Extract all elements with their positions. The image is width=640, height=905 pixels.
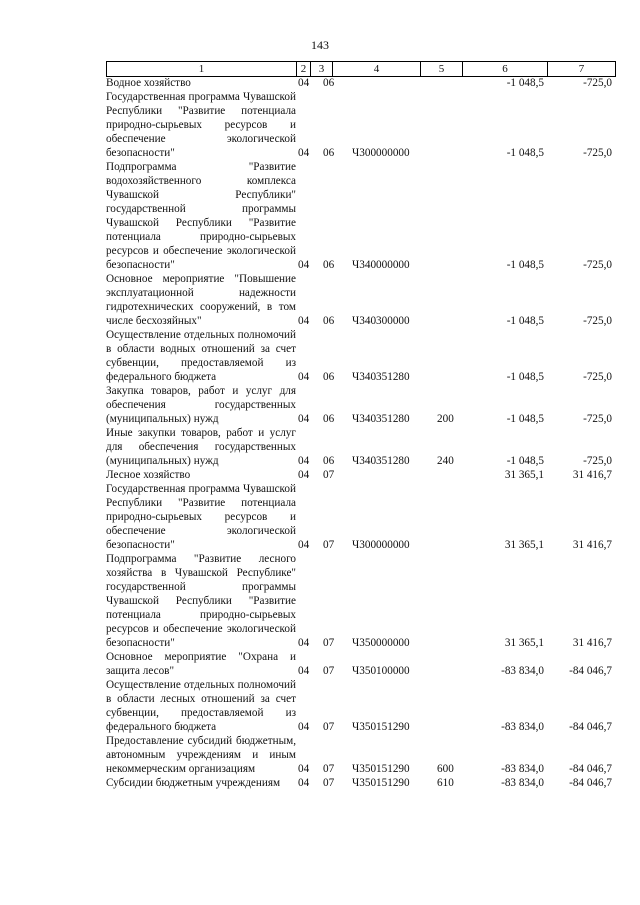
row-name: Государственная программа Чувашской Республики "Развитие потенциала природно-сырьевых ресурсов и обеспечение экологической безопасности" xyxy=(106,91,296,159)
row-value-year1: -1 048,5 xyxy=(506,371,544,383)
row-target-code: Ч350151290 xyxy=(352,763,410,775)
row-value-year1: -1 048,5 xyxy=(506,259,544,271)
row-name: Осуществление отдельных полномочий в области лесных отношений за счет субвенции, предоставляемой из федерального бюджета xyxy=(106,679,296,733)
row-target-code: Ч340000000 xyxy=(352,259,410,271)
row-subsection: 06 xyxy=(323,315,335,327)
row-subsection: 07 xyxy=(323,777,335,789)
table-row xyxy=(106,552,614,650)
row-target-code: Ч340351280 xyxy=(352,371,410,383)
row-value-year2: -84 046,7 xyxy=(569,777,612,789)
row-section: 04 xyxy=(298,147,310,159)
row-target-code: Ч300000000 xyxy=(352,539,410,551)
table-row xyxy=(106,76,614,90)
row-value-year2: -84 046,7 xyxy=(569,763,612,775)
row-value-year2: 31 416,7 xyxy=(572,469,612,481)
table-row xyxy=(106,160,614,272)
row-name: Основное мероприятие "Охрана и защита лесов" xyxy=(106,651,296,677)
row-section: 04 xyxy=(298,763,310,775)
row-expense-type: 600 xyxy=(437,763,454,775)
table-row xyxy=(106,650,614,678)
row-section: 04 xyxy=(298,637,310,649)
row-subsection: 06 xyxy=(323,413,335,425)
row-name: Подпрограмма "Развитие лесного хозяйства в Чувашской Республике" государственной программы Чувашской Республики "Развитие потенциала природно-сырьевых ресурсов и обеспечение экологической безопасности" xyxy=(106,553,296,649)
row-value-year1: -1 048,5 xyxy=(506,413,544,425)
row-value-year2: -84 046,7 xyxy=(569,665,612,677)
row-section: 04 xyxy=(298,721,310,733)
row-name: Основное мероприятие "Повышение эксплуатационной надежности гидротехнических сооружений, в том числе бесхозяйных" xyxy=(106,273,296,327)
row-subsection: 06 xyxy=(323,371,335,383)
row-name: Водное хозяйство xyxy=(106,77,191,89)
header-col-6: 6 xyxy=(463,62,548,76)
row-target-code: Ч350151290 xyxy=(352,721,410,733)
row-target-code: Ч350100000 xyxy=(352,665,410,677)
row-target-code: Ч350151290 xyxy=(352,777,410,789)
table-row xyxy=(106,272,614,328)
row-value-year2: 31 416,7 xyxy=(572,637,612,649)
row-value-year1: -1 048,5 xyxy=(506,315,544,327)
row-value-year2: -84 046,7 xyxy=(569,721,612,733)
table-header xyxy=(106,61,616,77)
row-value-year1: 31 365,1 xyxy=(504,539,544,551)
header-col-1: 1 xyxy=(107,62,297,76)
row-section: 04 xyxy=(298,77,310,89)
row-name: Предоставление субсидий бюджетным, автономным учреждениям и иным некоммерческим организациям xyxy=(106,735,296,775)
row-name: Закупка товаров, работ и услуг для обеспечения государственных (муниципальных) нужд xyxy=(106,385,296,425)
row-value-year2: 31 416,7 xyxy=(572,539,612,551)
row-subsection: 07 xyxy=(323,721,335,733)
row-subsection: 06 xyxy=(323,77,335,89)
row-expense-type: 240 xyxy=(437,455,454,467)
row-subsection: 07 xyxy=(323,539,335,551)
row-subsection: 07 xyxy=(323,665,335,677)
row-name: Подпрограмма "Развитие водохозяйственного комплекса Чувашской Республики" государственной программы Чувашской Республики "Развитие потенциала природно-сырьевых ресурсов и обеспечение экологической безопасности" xyxy=(106,161,296,271)
row-value-year2: -725,0 xyxy=(583,259,612,271)
table-row xyxy=(106,426,614,468)
row-value-year1: 31 365,1 xyxy=(504,637,544,649)
row-value-year2: -725,0 xyxy=(583,413,612,425)
row-section: 04 xyxy=(298,259,310,271)
row-subsection: 07 xyxy=(323,763,335,775)
row-value-year1: -83 834,0 xyxy=(501,665,544,677)
header-col-3: 3 xyxy=(311,62,333,76)
row-value-year2: -725,0 xyxy=(583,77,612,89)
row-subsection: 07 xyxy=(323,469,335,481)
row-value-year1: 31 365,1 xyxy=(504,469,544,481)
row-value-year2: -725,0 xyxy=(583,147,612,159)
row-subsection: 07 xyxy=(323,637,335,649)
row-subsection: 06 xyxy=(323,259,335,271)
row-section: 04 xyxy=(298,777,310,789)
row-value-year1: -1 048,5 xyxy=(506,147,544,159)
table-row xyxy=(106,468,614,482)
page-number: 143 xyxy=(311,38,329,52)
table-row xyxy=(106,678,614,734)
row-section: 04 xyxy=(298,539,310,551)
row-section: 04 xyxy=(298,469,310,481)
row-target-code: Ч340351280 xyxy=(352,455,410,467)
row-section: 04 xyxy=(298,455,310,467)
row-section: 04 xyxy=(298,413,310,425)
table-row xyxy=(106,776,614,790)
row-value-year1: -1 048,5 xyxy=(506,455,544,467)
row-value-year2: -725,0 xyxy=(583,371,612,383)
row-section: 04 xyxy=(298,665,310,677)
row-value-year2: -725,0 xyxy=(583,315,612,327)
row-section: 04 xyxy=(298,371,310,383)
row-value-year1: -1 048,5 xyxy=(506,77,544,89)
row-name: Субсидии бюджетным учреждениям xyxy=(106,777,281,789)
header-col-5: 5 xyxy=(421,62,463,76)
table-row xyxy=(106,90,614,160)
row-name: Иные закупки товаров, работ и услуг для обеспечения государственных (муниципальных) нужд xyxy=(106,427,296,467)
row-section: 04 xyxy=(298,315,310,327)
row-value-year1: -83 834,0 xyxy=(501,777,544,789)
row-target-code: Ч340351280 xyxy=(352,413,410,425)
row-subsection: 06 xyxy=(323,147,335,159)
row-target-code: Ч300000000 xyxy=(352,147,410,159)
table-row xyxy=(106,482,614,552)
table-row xyxy=(106,384,614,426)
row-value-year1: -83 834,0 xyxy=(501,721,544,733)
row-target-code: Ч340300000 xyxy=(352,315,410,327)
header-col-7: 7 xyxy=(578,63,585,75)
table-row xyxy=(106,328,614,384)
row-expense-type: 200 xyxy=(437,413,454,425)
header-col-2: 2 xyxy=(297,62,311,76)
header-col-4: 4 xyxy=(333,62,421,76)
table-row xyxy=(106,734,614,776)
row-value-year1: -83 834,0 xyxy=(501,763,544,775)
row-name: Лесное хозяйство xyxy=(106,469,191,481)
row-subsection: 06 xyxy=(323,455,335,467)
row-target-code: Ч350000000 xyxy=(352,637,410,649)
row-name: Государственная программа Чувашской Республики "Развитие потенциала природно-сырьевых ресурсов и обеспечение экологической безопасности" xyxy=(106,483,296,551)
row-value-year2: -725,0 xyxy=(583,455,612,467)
row-name: Осуществление отдельных полномочий в области водных отношений за счет субвенции, предоставляемой из федерального бюджета xyxy=(106,329,296,383)
row-expense-type: 610 xyxy=(437,777,454,789)
table-body xyxy=(106,76,614,790)
